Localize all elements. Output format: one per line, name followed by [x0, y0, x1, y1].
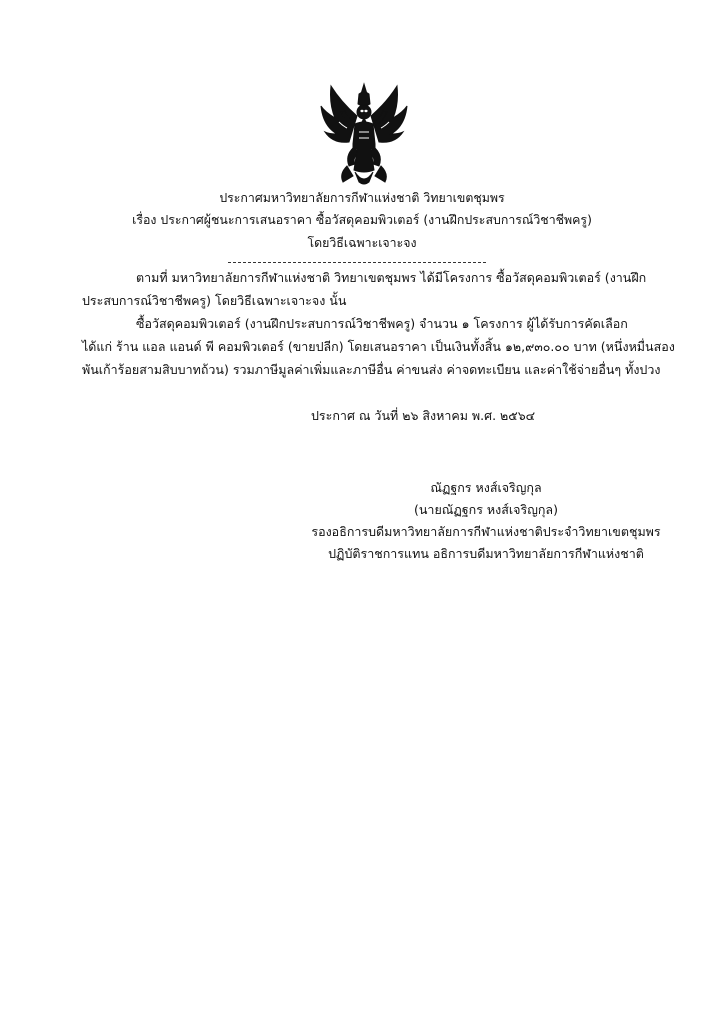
- signatory-acting-position: ปฏิบัติราชการแทน อธิการบดีมหาวิทยาลัยการกีฬาแห่งชาติ: [328, 546, 644, 561]
- announcement-organization: ประกาศมหาวิทยาลัยการกีฬาแห่งชาติ วิทยาเขตชุมพร: [219, 191, 505, 205]
- paragraph-2-line-2: ได้แก่ ร้าน แอล แอนด์ พี คอมพิวเตอร์ (ขายปลีก) โดยเสนอราคา เป็นเงินทั้งสิ้น ๑๒,๙๓๐.๐๐ บาท (หนึ่งหมื่นสอง: [82, 339, 675, 354]
- signature-name: ณัฏฐกร หงส์เจริญกุล: [430, 480, 542, 495]
- header-divider: [228, 262, 486, 263]
- announcement-date: ประกาศ ณ วันที่ ๒๖ สิงหาคม พ.ศ. ๒๕๖๔: [311, 408, 536, 423]
- paragraph-2-line-1: ซื้อวัสดุคอมพิวเตอร์ (งานฝึกประสบการณ์วิชาชีพครู) จำนวน ๑ โครงการ ผู้ได้รับการคัดเลือก: [136, 316, 628, 331]
- paragraph-1-line-2: ประสบการณ์วิชาชีพครู) โดยวิธีเฉพาะเจาะจง นั้น: [82, 293, 347, 308]
- paragraph-1-line-1: ตามที่ มหาวิทยาลัยการกีฬาแห่งชาติ วิทยาเขตชุมพร ได้มีโครงการ ซื้อวัสดุคอมพิวเตอร์ (งานฝึก: [136, 270, 647, 285]
- paragraph-2-line-3: พันเก้าร้อยสามสิบบาทถ้วน) รวมภาษีมูลค่าเพิ่มและภาษีอื่น ค่าขนส่ง ค่าจดทะเบียน และค่าใช้จ่ายอื่นๆ ทั้งปวง: [82, 362, 661, 377]
- procurement-method: โดยวิธีเฉพาะเจาะจง: [307, 236, 417, 250]
- signatory-full-name: (นายณัฏฐกร หงส์เจริญกุล): [414, 502, 558, 517]
- announcement-subject: เรื่อง ประกาศผู้ชนะการเสนอราคา ซื้อวัสดุคอมพิวเตอร์ (งานฝึกประสบการณ์วิชาชีพครู): [132, 213, 592, 227]
- signatory-position: รองอธิการบดีมหาวิทยาลัยการกีฬาแห่งชาติประจำวิทยาเขตชุมพร: [311, 524, 661, 539]
- garuda-emblem: [319, 82, 409, 186]
